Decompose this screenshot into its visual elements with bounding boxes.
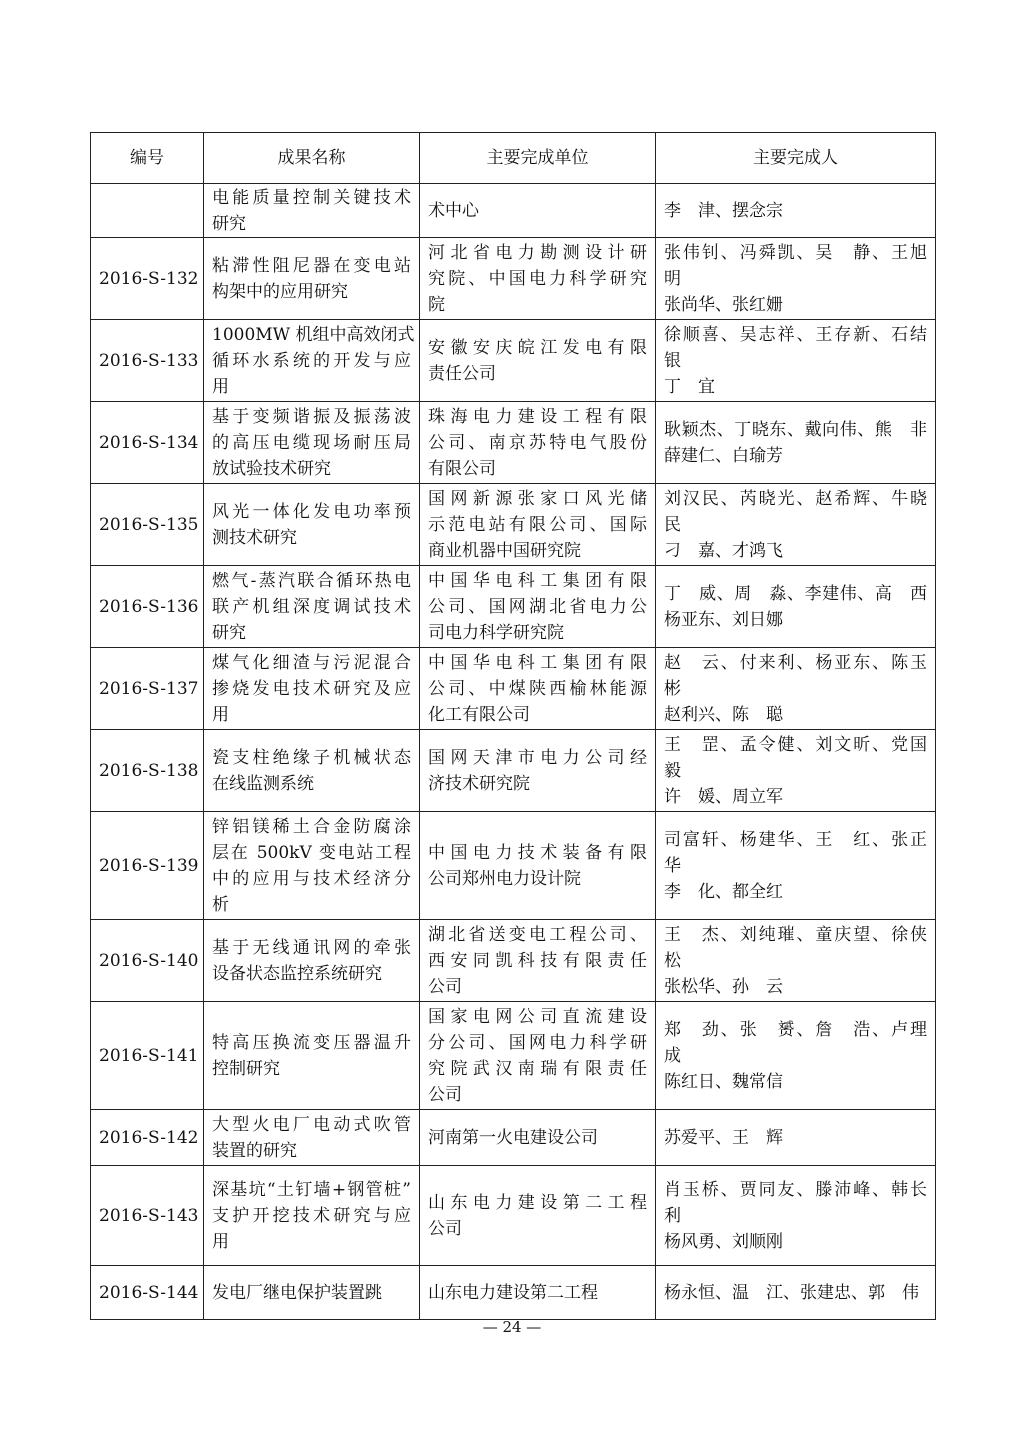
cell-name-line: 装置的研究 — [212, 1140, 297, 1161]
cell-org-line: 公司 — [428, 976, 462, 997]
cell-org — [420, 812, 656, 920]
cell-people — [656, 484, 936, 566]
cell-org-line: 公司 — [428, 1218, 462, 1239]
cell-people — [656, 184, 936, 238]
cell-org-line: 山东电力建设第二工程 — [428, 1282, 598, 1303]
cell-name-line: 基于无线通讯网的牵张 — [212, 937, 411, 958]
cell-org-line: 中国华电科工集团有限 — [428, 652, 647, 673]
cell-name-line: 用 — [212, 704, 229, 725]
cell-people — [656, 1266, 936, 1320]
cell-name-line: 粘滞性阻尼器在变电站 — [212, 255, 411, 276]
cell-org-line: 河南第一火电建设公司 — [428, 1127, 598, 1148]
cell-people-line: 华 — [664, 855, 681, 876]
cell-id: 2016-S-140 — [91, 920, 204, 1002]
cell-name-line: 瓷支柱绝缘子机械状态 — [212, 747, 411, 768]
cell-name-line: 煤气化细渣与污泥混合 — [212, 652, 411, 673]
cell-people-line: 利 — [664, 1205, 681, 1226]
cell-name-line: 在线监测系统 — [212, 773, 314, 794]
cell-org — [420, 402, 656, 484]
cell-org — [420, 566, 656, 648]
cell-people-line: 明 — [664, 268, 681, 289]
cell-people-line: 丁 威、周 淼、李建伟、高 西 — [664, 583, 927, 604]
cell-name-line: 1000MW 机组中高效闭式 — [212, 324, 415, 345]
cell-org-line: 安徽安庆皖江发电有限 — [428, 337, 647, 358]
cell-id: 2016-S-134 — [91, 402, 204, 484]
cell-people-line: 刁 嘉、才鸿飞 — [664, 540, 783, 561]
cell-people — [656, 648, 936, 730]
cell-name-line: 设备状态监控系统研究 — [212, 963, 382, 984]
cell-org — [420, 184, 656, 238]
cell-id: 2016-S-141 — [91, 1002, 204, 1110]
cell-name-line: 研究 — [212, 213, 246, 234]
cell-id: 2016-S-144 — [91, 1266, 204, 1320]
cell-name-line: 研究 — [212, 622, 246, 643]
cell-name — [204, 184, 420, 238]
cell-name — [204, 1166, 420, 1266]
cell-people — [656, 920, 936, 1002]
cell-name — [204, 1002, 420, 1110]
cell-id: 2016-S-137 — [91, 648, 204, 730]
table-row — [91, 320, 936, 402]
table-row — [91, 648, 936, 730]
cell-org-line: 中国电力技术装备有限 — [428, 842, 647, 863]
cell-name-line: 的高压电缆现场耐压局 — [212, 432, 411, 453]
cell-org-line: 究院武汉南瑞有限责任 — [428, 1058, 647, 1079]
table-row — [91, 238, 936, 320]
cell-name-line: 联产机组深度调试技术 — [212, 596, 411, 617]
cell-people-line: 杨风勇、刘顺刚 — [664, 1231, 783, 1252]
cell-people-line: 赵 云、付来利、杨亚东、陈玉 — [664, 652, 927, 673]
cell-id: 2016-S-142 — [91, 1110, 204, 1166]
page-number: — 24 — — [482, 1318, 542, 1336]
cell-people-line: 徐顺喜、吴志祥、王存新、石结 — [664, 324, 927, 345]
cell-people-line: 成 — [664, 1045, 681, 1066]
cell-org-line: 中国华电科工集团有限 — [428, 570, 647, 591]
table-row — [91, 1110, 936, 1166]
cell-people-line: 银 — [664, 350, 681, 371]
cell-name — [204, 484, 420, 566]
cell-people-line: 刘汉民、芮晓光、赵希辉、牛晓 — [664, 488, 927, 509]
cell-name — [204, 402, 420, 484]
cell-name-line: 循环水系统的开发与应 — [212, 350, 411, 371]
header-people: 主要完成人 — [656, 133, 936, 184]
cell-name-line: 大型火电厂电动式吹管 — [212, 1114, 411, 1135]
cell-org — [420, 648, 656, 730]
cell-org-line: 院 — [428, 294, 445, 315]
cell-name — [204, 566, 420, 648]
cell-people-line: 耿颖杰、丁晓东、戴向伟、熊 非 — [664, 419, 927, 440]
cell-org-line: 济技术研究院 — [428, 773, 530, 794]
cell-name — [204, 648, 420, 730]
cell-name-line: 基于变频谐振及振荡波 — [212, 406, 411, 427]
header-id: 编号 — [91, 133, 204, 184]
cell-org-line: 示范电站有限公司、国际 — [428, 514, 647, 535]
cell-people — [656, 320, 936, 402]
table-row — [91, 402, 936, 484]
cell-org-line: 司电力科学研究院 — [428, 622, 564, 643]
cell-name-line: 掺烧发电技术研究及应 — [212, 678, 411, 699]
cell-people-line: 薛建仁、白瑜芳 — [664, 445, 783, 466]
cell-org-line: 公司、中煤陕西榆林能源 — [428, 678, 647, 699]
cell-people — [656, 402, 936, 484]
cell-people-line: 王 杰、刘纯璀、童庆望、徐侠 — [664, 924, 927, 945]
cell-org-line: 化工有限公司 — [428, 704, 530, 725]
cell-id: 2016-S-138 — [91, 730, 204, 812]
cell-org-line: 西安同凯科技有限责任 — [428, 950, 647, 971]
cell-org-line: 术中心 — [428, 200, 479, 221]
cell-org — [420, 1266, 656, 1320]
cell-org-line: 河北省电力勘测设计研 — [428, 242, 647, 263]
cell-people-line: 王 罡、孟令健、刘文昕、党国 — [664, 734, 927, 755]
cell-people-line: 郑 劲、张 赟、詹 浩、卢理 — [664, 1019, 927, 1040]
cell-people-line: 张伟钊、冯舜凯、吴 静、王旭 — [664, 242, 927, 263]
cell-name-line: 测技术研究 — [212, 527, 297, 548]
cell-org-line: 究院、中国电力科学研究 — [428, 268, 647, 289]
cell-org — [420, 1110, 656, 1166]
cell-org-line: 公司、国网湖北省电力公 — [428, 596, 647, 617]
cell-name-line: 控制研究 — [212, 1058, 280, 1079]
cell-name-line: 燃气-蒸汽联合循环热电 — [212, 570, 411, 591]
cell-org — [420, 320, 656, 402]
table-row — [91, 184, 936, 238]
cell-people-line: 司富轩、杨建华、王 红、张正 — [664, 829, 927, 850]
cell-org — [420, 1166, 656, 1266]
cell-people-line: 许 媛、周立军 — [664, 786, 783, 807]
table-row — [91, 812, 936, 920]
cell-id: 2016-S-132 — [91, 238, 204, 320]
cell-people — [656, 1002, 936, 1110]
table-row — [91, 730, 936, 812]
table-header-row — [91, 133, 936, 184]
cell-name-line: 层在 500kV 变电站工程 — [212, 842, 411, 863]
cell-name-line: 深基坑“土钉墙+钢管桩” — [212, 1179, 411, 1200]
cell-org-line: 国网新源张家口风光储 — [428, 488, 647, 509]
table-body — [91, 184, 936, 1320]
cell-people-line: 李 化、都全红 — [664, 881, 783, 902]
cell-name-line: 放试验技术研究 — [212, 458, 331, 479]
cell-org — [420, 484, 656, 566]
cell-people-line: 苏爱平、王 辉 — [664, 1127, 783, 1148]
cell-name — [204, 920, 420, 1002]
cell-people — [656, 566, 936, 648]
cell-org-line: 湖北省送变电工程公司、 — [428, 924, 647, 945]
cell-org-line: 公司郑州电力设计院 — [428, 868, 581, 889]
cell-name — [204, 1266, 420, 1320]
cell-org — [420, 920, 656, 1002]
cell-people-line: 彬 — [664, 678, 681, 699]
cell-id: 2016-S-139 — [91, 812, 204, 920]
cell-people-line: 杨永恒、温 江、张建忠、郭 伟 — [664, 1282, 919, 1303]
cell-people-line: 赵利兴、陈 聪 — [664, 704, 783, 725]
table-row — [91, 1266, 936, 1320]
cell-org-line: 国网天津市电力公司经 — [428, 747, 647, 768]
cell-org-line: 山东电力建设第二工程 — [428, 1192, 647, 1213]
table-row — [91, 920, 936, 1002]
cell-name-line: 发电厂继电保护装置跳 — [212, 1282, 382, 1303]
table-row — [91, 1002, 936, 1110]
cell-people-line: 张松华、孙 云 — [664, 976, 783, 997]
cell-name-line: 析 — [212, 894, 229, 915]
cell-people — [656, 730, 936, 812]
awards-table — [90, 132, 936, 1320]
cell-people-line: 松 — [664, 950, 681, 971]
cell-org-line: 商业机器中国研究院 — [428, 540, 581, 561]
cell-org-line: 公司 — [428, 1084, 462, 1105]
cell-org-line: 责任公司 — [428, 363, 496, 384]
cell-people-line: 民 — [664, 514, 681, 535]
cell-org — [420, 730, 656, 812]
cell-name-line: 风光一体化发电功率预 — [212, 501, 411, 522]
header-name: 成果名称 — [204, 133, 420, 184]
table-row — [91, 484, 936, 566]
cell-people-line: 丁 宜 — [664, 376, 715, 397]
cell-people-line: 毅 — [664, 760, 681, 781]
cell-name — [204, 238, 420, 320]
cell-name-line: 电能质量控制关键技术 — [212, 187, 411, 208]
cell-id — [91, 184, 204, 238]
cell-people-line: 张尚华、张红姗 — [664, 294, 783, 315]
cell-org-line: 国家电网公司直流建设 — [428, 1006, 647, 1027]
cell-people-line: 陈红日、魏常信 — [664, 1071, 783, 1092]
cell-people-line: 肖玉桥、贾同友、滕沛峰、韩长 — [664, 1179, 927, 1200]
cell-people — [656, 1110, 936, 1166]
cell-org-line: 珠海电力建设工程有限 — [428, 406, 647, 427]
cell-id: 2016-S-133 — [91, 320, 204, 402]
cell-name-line: 中的应用与技术经济分 — [212, 868, 411, 889]
table-row — [91, 1166, 936, 1266]
cell-people-line: 李 津、摆念宗 — [664, 200, 783, 221]
cell-name-line: 支护开挖技术研究与应 — [212, 1205, 411, 1226]
cell-name-line: 锌铝镁稀土合金防腐涂 — [212, 816, 411, 837]
cell-name — [204, 1110, 420, 1166]
cell-org-line: 有限公司 — [428, 458, 496, 479]
cell-org-line: 公司、南京苏特电气股份 — [428, 432, 647, 453]
header-org: 主要完成单位 — [420, 133, 656, 184]
cell-name — [204, 730, 420, 812]
cell-org — [420, 1002, 656, 1110]
cell-people — [656, 238, 936, 320]
cell-name-line: 特高压换流变压器温升 — [212, 1032, 411, 1053]
table-row — [91, 566, 936, 648]
cell-org — [420, 238, 656, 320]
cell-org-line: 分公司、国网电力科学研 — [428, 1032, 647, 1053]
cell-people-line: 杨亚东、刘日娜 — [664, 609, 783, 630]
cell-people — [656, 812, 936, 920]
cell-people — [656, 1166, 936, 1266]
cell-name-line: 用 — [212, 1231, 229, 1252]
cell-id: 2016-S-135 — [91, 484, 204, 566]
cell-name-line: 用 — [212, 376, 229, 397]
cell-name — [204, 320, 420, 402]
cell-name-line: 构架中的应用研究 — [212, 281, 348, 302]
cell-id: 2016-S-143 — [91, 1166, 204, 1266]
cell-id: 2016-S-136 — [91, 566, 204, 648]
cell-name — [204, 812, 420, 920]
